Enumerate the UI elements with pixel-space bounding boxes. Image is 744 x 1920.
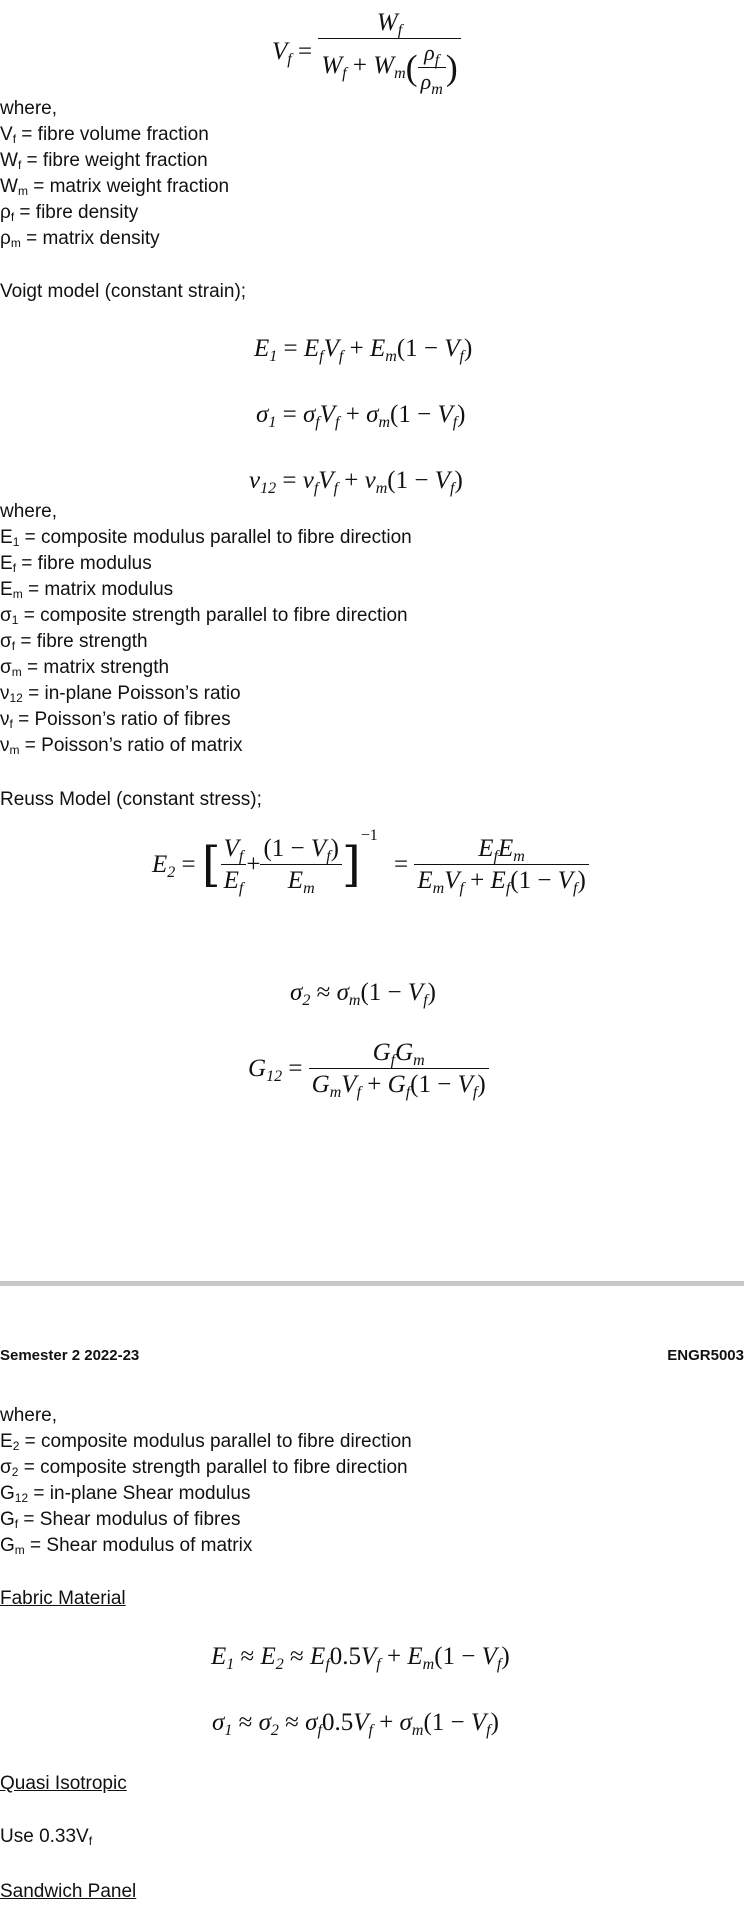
definition-g12: $G_{12}$ = in-plane Shear modulus — [0, 1483, 251, 1505]
definition-sigmam: $\sigma_m$ = matrix strength — [0, 657, 170, 679]
quasi-isotropic-note: Use $0.33V_f$ — [0, 1826, 93, 1848]
definition-sigmaf: $\sigma_f$ = fibre strength — [0, 631, 148, 653]
where-label: where, — [0, 1405, 58, 1426]
definition-gf: $G_f$ = Shear modulus of fibres — [0, 1509, 241, 1531]
definition-sigma1: $\sigma_1$ = composite strength parallel to fibre direction — [0, 605, 408, 627]
definition-e1: $E_1$ = composite modulus parallel to fibre direction — [0, 527, 412, 549]
equation-sigma2: $\sigma_2 \approx \sigma_m(1 - V_f)$ — [290, 979, 436, 1009]
sandwich-panel-heading: Sandwich Panel — [0, 1881, 137, 1902]
definition-wf: $W_f$ = fibre weight fraction — [0, 150, 208, 172]
definition-rhof: $\rho_f$ = fibre density — [0, 202, 139, 224]
equation-fabric-strength: $\sigma_1 \approx \sigma_2 \approx \sigma_f0.5V_f + \sigma_m(1 - V_f)$ — [212, 1709, 499, 1739]
reuss-heading: Reuss Model (constant stress); — [0, 789, 262, 810]
definition-num: $\nu_m$ = Poisson’s ratio of matrix — [0, 735, 243, 757]
definition-e2: $E_2$ = composite modulus parallel to fibre direction — [0, 1431, 412, 1453]
definition-nuf: $\nu_f$ = Poisson’s ratio of fibres — [0, 709, 231, 731]
definition-gm: $G_m$ = Shear modulus of matrix — [0, 1535, 253, 1557]
definition-nu12: $\nu_{12}$ = in-plane Poisson’s ratio — [0, 683, 241, 705]
equation-nu12: $\nu_{12} = \nu_fV_f + \nu_m(1 - V_f)$ — [249, 467, 463, 497]
equation-e1: $E_1 = E_fV_f + E_m(1 - V_f)$ — [254, 335, 473, 365]
definition-vf: $V_f$ = fibre volume fraction — [0, 124, 209, 146]
header-course-code: ENGR5003 — [667, 1347, 744, 1364]
where-label: where, — [0, 501, 58, 522]
equation-fabric-modulus: $E_1 \approx E_2 \approx E_f0.5V_f + E_m(1 - V_f)$ — [211, 1643, 510, 1673]
definition-em: $E_m$ = matrix modulus — [0, 579, 174, 601]
voigt-heading: Voigt model (constant strain); — [0, 281, 247, 302]
definition-ef: $E_f$ = fibre modulus — [0, 553, 152, 575]
definition-sigma2: $\sigma_2$ = composite strength parallel to fibre direction — [0, 1457, 408, 1479]
quasi-isotropic-heading: Quasi Isotropic — [0, 1773, 127, 1794]
equation-volume-fraction: $V_f$ = $W_f$ $W_f + W_m$( $\frac{\rho_f}{\rho_m}$ ) — [272, 10, 461, 93]
equation-e2: $E_2$ = [ $\frac{V_f}{E_f}$ + $\frac{(1 - V_f)}{E_m}$ ]$^{-1}$ = $\frac{E_fE_m}{E_mV_f + E_f(1 - V_f)}$ — [152, 836, 589, 893]
definition-wm: $W_m$ = matrix weight fraction — [0, 176, 230, 198]
header-semester: Semester 2 2022-23 — [0, 1347, 140, 1364]
definition-rhom: $\rho_m$ = matrix density — [0, 228, 160, 250]
equation-g12: $G_{12}$ = $\frac{G_fG_m}{G_mV_f + G_f(1 - V_f)}$ — [248, 1040, 489, 1097]
fabric-heading: Fabric Material — [0, 1588, 126, 1609]
where-label: where, — [0, 98, 58, 119]
page-separator — [0, 1281, 744, 1286]
equation-sigma1: $\sigma_1 = \sigma_fV_f + \sigma_m(1 - V_f)$ — [256, 401, 466, 431]
